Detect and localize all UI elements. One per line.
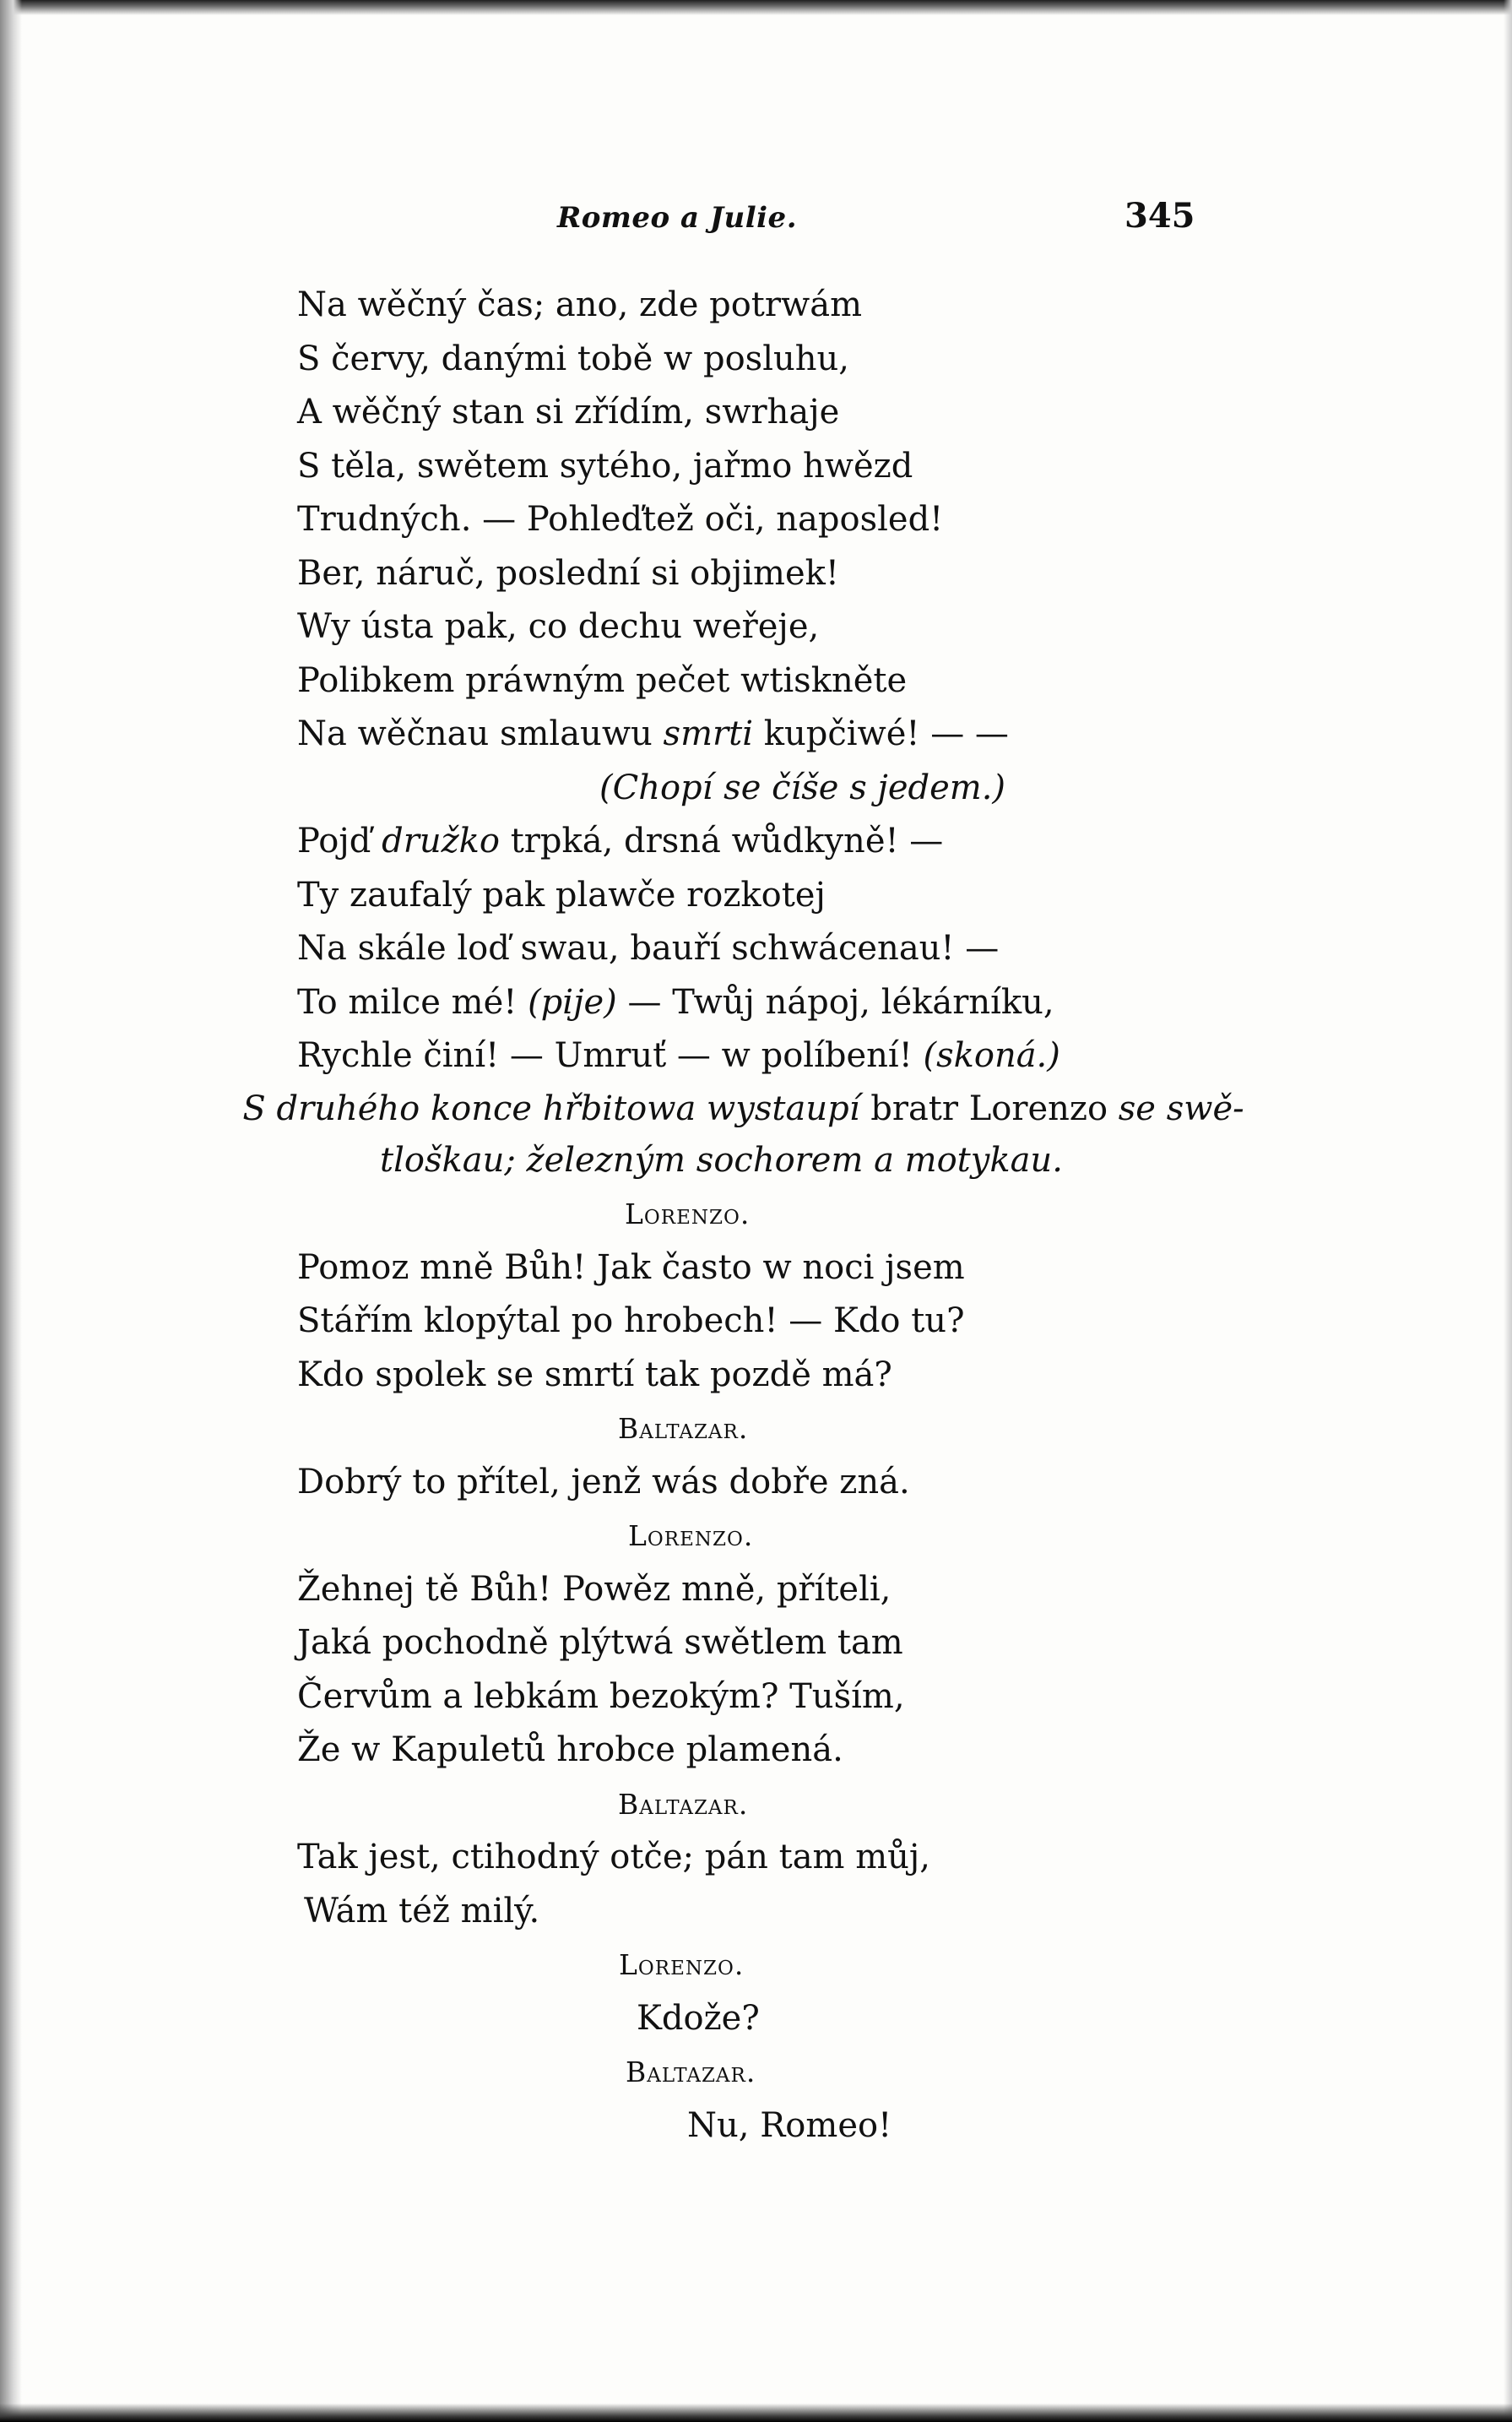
stage-name: bratr Lorenzo xyxy=(870,1089,1108,1128)
stage-direction: (Chopí se číše s jedem.) xyxy=(599,768,1006,807)
verse-text: kupčiwé! — — xyxy=(753,714,1009,753)
verse-line: Ty zaufalý pak plawče rozkotej xyxy=(297,875,826,915)
speaker-name: Baltazar. xyxy=(618,1412,749,1445)
verse-line: Stářím klopýtal po hrobech! — Kdo tu? xyxy=(297,1301,965,1340)
verse-line: Dobrý to přítel, jenž wás dobře zná. xyxy=(297,1462,910,1502)
verse-line: Žehnej tě Bůh! Powěz mně, příteli, xyxy=(297,1569,891,1609)
verse-line: Wy ústa pak, co dechu weřeje, xyxy=(297,607,820,646)
speaker-name: Lorenzo. xyxy=(628,1519,754,1552)
verse-line: Polibkem práwným pečet wtiskněte xyxy=(297,660,908,700)
verse-line: Červům a lebkám bezokým? Tuším, xyxy=(297,1676,905,1716)
verse-line: Ber, náruč, poslední si objimek! xyxy=(297,553,839,593)
stage-direction: tloškau; železným sochorem a motykau. xyxy=(380,1140,1063,1180)
verse-line: A wěčný stan si zřídím, swrhaje xyxy=(297,393,840,432)
play-text xyxy=(0,279,1512,2153)
speaker-name: Lorenzo. xyxy=(625,1197,751,1230)
verse-line: Tak jest, ctihodný otče; pán tam můj, xyxy=(297,1838,930,1876)
scan-edge-bottom xyxy=(0,2403,1512,2422)
verse-line: Kdo spolek se smrtí tak pozdě má? xyxy=(297,1355,892,1394)
stage-direction-inline: (skoná.) xyxy=(923,1036,1060,1075)
verse-line: Pomoz mně Bůh! Jak často w noci jsem xyxy=(297,1247,965,1287)
verse-line: Jaká pochodně plýtwá swětlem tam xyxy=(297,1623,903,1662)
scan-edge-top xyxy=(0,0,1512,15)
verse-line: Že w Kapuletů hrobce plamená. xyxy=(297,1730,843,1769)
stage-direction-inline: (pije) xyxy=(528,982,617,1022)
verse-line: S červy, danými tobě w posluhu, xyxy=(297,339,849,378)
verse-line: S těla, swětem sytého, jařmo hwězd xyxy=(297,446,913,486)
verse-italic: družko xyxy=(382,822,500,861)
speaker-name: Baltazar. xyxy=(618,1787,749,1821)
verse-line xyxy=(0,815,1512,869)
verse-text: Rychle činí! — Umruť — w políbení! xyxy=(297,1036,924,1075)
speaker-name: Baltazar. xyxy=(626,2055,756,2088)
stage-text: se swě- xyxy=(1108,1089,1244,1128)
verse-line xyxy=(0,1029,1512,1083)
running-title: Romeo a Julie. xyxy=(557,201,798,235)
page-number: 345 xyxy=(1125,196,1195,236)
verse-text: Pojď xyxy=(297,822,382,861)
verse-text: trpká, drsná wůdkyně! — xyxy=(500,822,944,861)
verse-line: Wám též milý. xyxy=(304,1891,540,1931)
verse-line: Na skále loď swau, bauří schwácenau! — xyxy=(297,929,1000,968)
verse-text: Na wěčnau smlauwu xyxy=(297,714,664,753)
stage-text: S druhého konce hřbitowa wystaupí xyxy=(242,1089,871,1128)
verse-line xyxy=(0,976,1512,1030)
verse-line: Nu, Romeo! xyxy=(687,2105,892,2145)
stage-direction xyxy=(0,1083,1512,1134)
verse-line xyxy=(0,708,1512,762)
speaker-name: Lorenzo. xyxy=(619,1948,745,1981)
verse-text: — Twůj nápoj, lékárníku, xyxy=(616,982,1054,1022)
verse-line: Trudných. — Pohleďtež oči, naposled! xyxy=(297,500,944,539)
verse-italic: smrti xyxy=(663,714,753,753)
verse-line: Na wěčný čas; ano, zde potrwám xyxy=(297,285,863,324)
verse-text: To milce mé! xyxy=(297,982,528,1022)
verse-line: Kdože? xyxy=(637,1998,760,2038)
